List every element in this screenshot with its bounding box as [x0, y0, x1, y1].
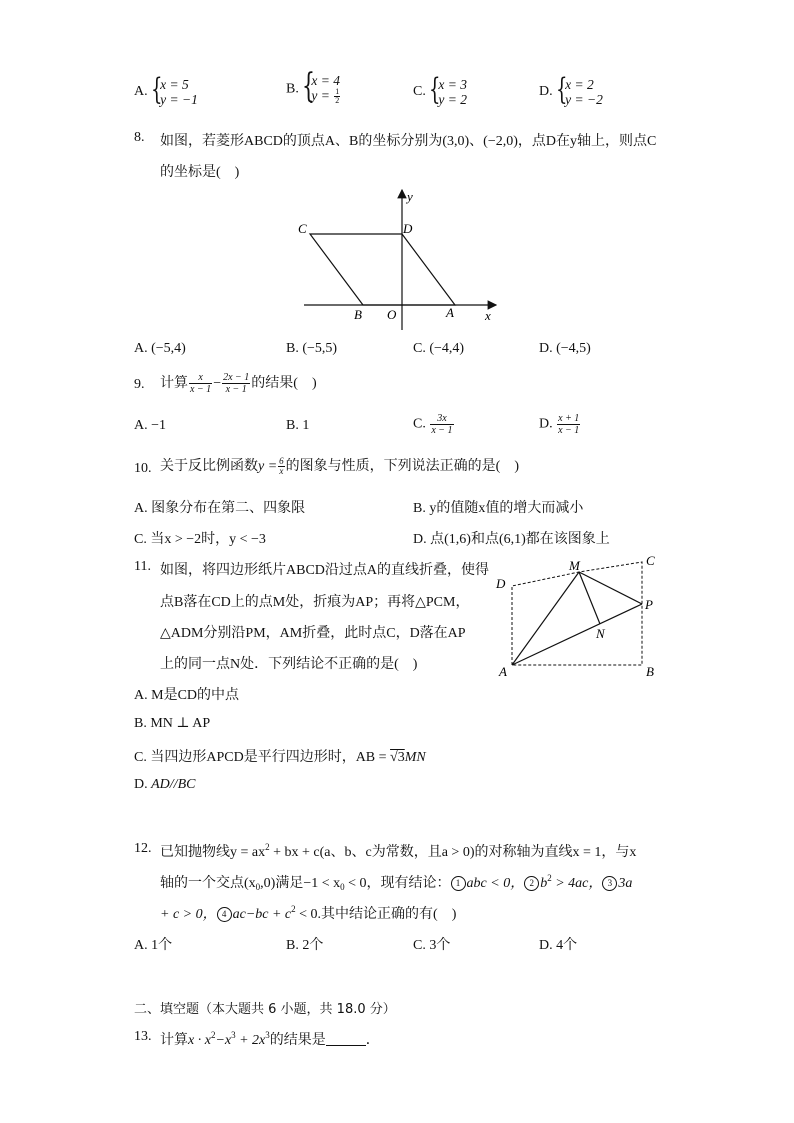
option-letter: B. [286, 81, 299, 97]
option-letter: A. [134, 84, 148, 100]
answer-blank[interactable] [326, 1045, 366, 1046]
q9-option-d: D. $\frac{x + 1}{x - 1}$ [539, 413, 580, 436]
q8-option-a: A. (−5,4) [134, 341, 186, 356]
q11-option-c: C. 当四边形APCD是平行四边形时，AB = √3MN [134, 750, 426, 765]
system-line-x: x = 3 [438, 77, 467, 92]
system-line-x: x = 2 [565, 77, 594, 92]
option-letter: C. [413, 84, 426, 100]
system-line-y: y = −2 [565, 92, 603, 107]
q12-option-d: D. 4个 [539, 938, 578, 953]
segment-mn [579, 572, 600, 624]
question-text: 如图，将四边形纸片ABCD沿过点A的直线折叠，使得 [160, 563, 490, 578]
q10-option-b: B. y的值随x值的增大而减小 [413, 501, 584, 516]
question-text: 计算$x \cdot x^2-x^3 + 2x^3$的结果是 ． [160, 1030, 380, 1048]
circled-number: 1 [451, 876, 466, 891]
q9-options [0, 413, 794, 448]
system-line-y: y = −1 [160, 92, 198, 107]
label-c: C [298, 221, 307, 236]
q11-option-a: A. M是CD的中点 [134, 688, 240, 703]
circled-number: 3 [602, 876, 617, 891]
question-text: 轴的一个交点$(x_0,0)$满足$-1 < x_0 < 0$，现有结论： 1 abc < 0， 2 $b^2 > 4ac$， 3 3a [160, 873, 633, 892]
question-text: + c > 0， 4 $ac-bc + c^2 < 0$.其中结论正确的有( ) [160, 904, 457, 922]
label-o: O [387, 307, 397, 322]
option-letter: D. [539, 84, 553, 100]
rhombus-abcd [310, 234, 455, 305]
sqrt-symbol: √3 [390, 750, 405, 765]
q8-options [0, 341, 794, 371]
question-text: 上的同一点N处．下列结论不正确的是( ) [160, 657, 418, 672]
question-text: 关于反比例函数y = $\frac{6}{x}$ 的图象与性质，下列说法正确的是( ) [160, 456, 519, 477]
label-x: x [485, 308, 491, 323]
label-a: A [446, 305, 454, 320]
q7-option-b [286, 66, 341, 106]
q10-option-c: C. 当x > −2时，y < −3 [134, 532, 266, 547]
q11-option-b: B. MN ⊥ AP [134, 716, 211, 731]
circled-number: 2 [524, 876, 539, 891]
q11-option-d: D. AD//BC [134, 777, 196, 792]
label-y: y [407, 189, 413, 204]
question-text: △ADM分别沿PM，AM折叠，此时点C，D落在AP [160, 626, 466, 641]
question-text: 点B落在CD上的点M处，折痕为AP；再将△PCM， [160, 595, 470, 610]
q9-option-b: B. 1 [286, 418, 310, 433]
segment-ap [512, 604, 642, 665]
label-a: A [499, 664, 507, 679]
q7-option-d [539, 72, 603, 107]
question-number: 8. [134, 130, 145, 145]
question-number: 10. [134, 461, 152, 476]
q8-option-c: C. (−4,4) [413, 341, 465, 356]
question-text: 如图，若菱形ABCD的顶点A、B的坐标分别为(3,0)、(−2,0)，点D在y轴上，则点C [160, 134, 657, 149]
question-number: 11. [134, 559, 151, 574]
label-p: P [645, 597, 653, 612]
circled-number: 4 [217, 907, 232, 922]
system-line-y: y = $\frac{1}{2}$ [311, 87, 340, 106]
equation-system: { x = 2 y = −2 [556, 72, 603, 107]
folding-figure [490, 550, 665, 682]
system-line-y: y = 2 [438, 92, 467, 107]
system-line-x: x = 4 [311, 73, 340, 88]
q8-option-b: B. (−5,5) [286, 341, 338, 356]
question-text: 的坐标是( ) [160, 165, 240, 180]
equation-system: { x = 5 y = −1 [151, 72, 198, 107]
label-d: D [403, 221, 413, 236]
equation-system: { x = 4 y = $\frac{1}{2}$ [302, 66, 340, 106]
label-m: M [569, 558, 580, 573]
segment-am [512, 572, 579, 665]
label-n: N [596, 626, 605, 641]
q10-option-d: D. 点(1,6)和点(6,1)都在该图象上 [413, 532, 610, 547]
system-line-x: x = 5 [160, 77, 189, 92]
q7-option-a [134, 72, 198, 107]
q12-option-c: C. 3个 [413, 938, 451, 953]
question-number: 12. [134, 841, 152, 856]
q12-option-b: B. 2个 [286, 938, 324, 953]
rhombus-figure [290, 185, 510, 335]
q7-option-c [413, 72, 467, 107]
q8-option-d: D. (−4,5) [539, 341, 591, 356]
label-b: B [354, 307, 362, 322]
question-text: 计算 $\frac{x}{x - 1}$ − $\frac{2x - 1}{x - 1}$ 的结果( ) [160, 372, 317, 396]
segment-mp [579, 572, 642, 604]
q9-option-a: A. −1 [134, 418, 167, 433]
q12-option-a: A. 1个 [134, 938, 173, 953]
q9-option-c: C. $\frac{3x}{x - 1}$ [413, 413, 453, 436]
question-number: 9. [134, 377, 145, 392]
q10-option-a: A. 图象分布在第二、四象限 [134, 501, 306, 516]
label-d: D [496, 576, 506, 591]
equation-system: { x = 3 y = 2 [429, 72, 467, 107]
q12-options [0, 934, 794, 964]
question-number: 13. [134, 1029, 152, 1044]
label-c: C [646, 553, 655, 568]
label-b: B [646, 664, 654, 679]
question-text: 已知抛物线$y = ax^2$ + bx + c(a、b、c为常数，且a > 0)的对称轴为直线x = 1，与x [160, 842, 637, 860]
section-title: 二、填空题（本大题共 6 小题，共 18.0 分） [134, 1002, 396, 1017]
